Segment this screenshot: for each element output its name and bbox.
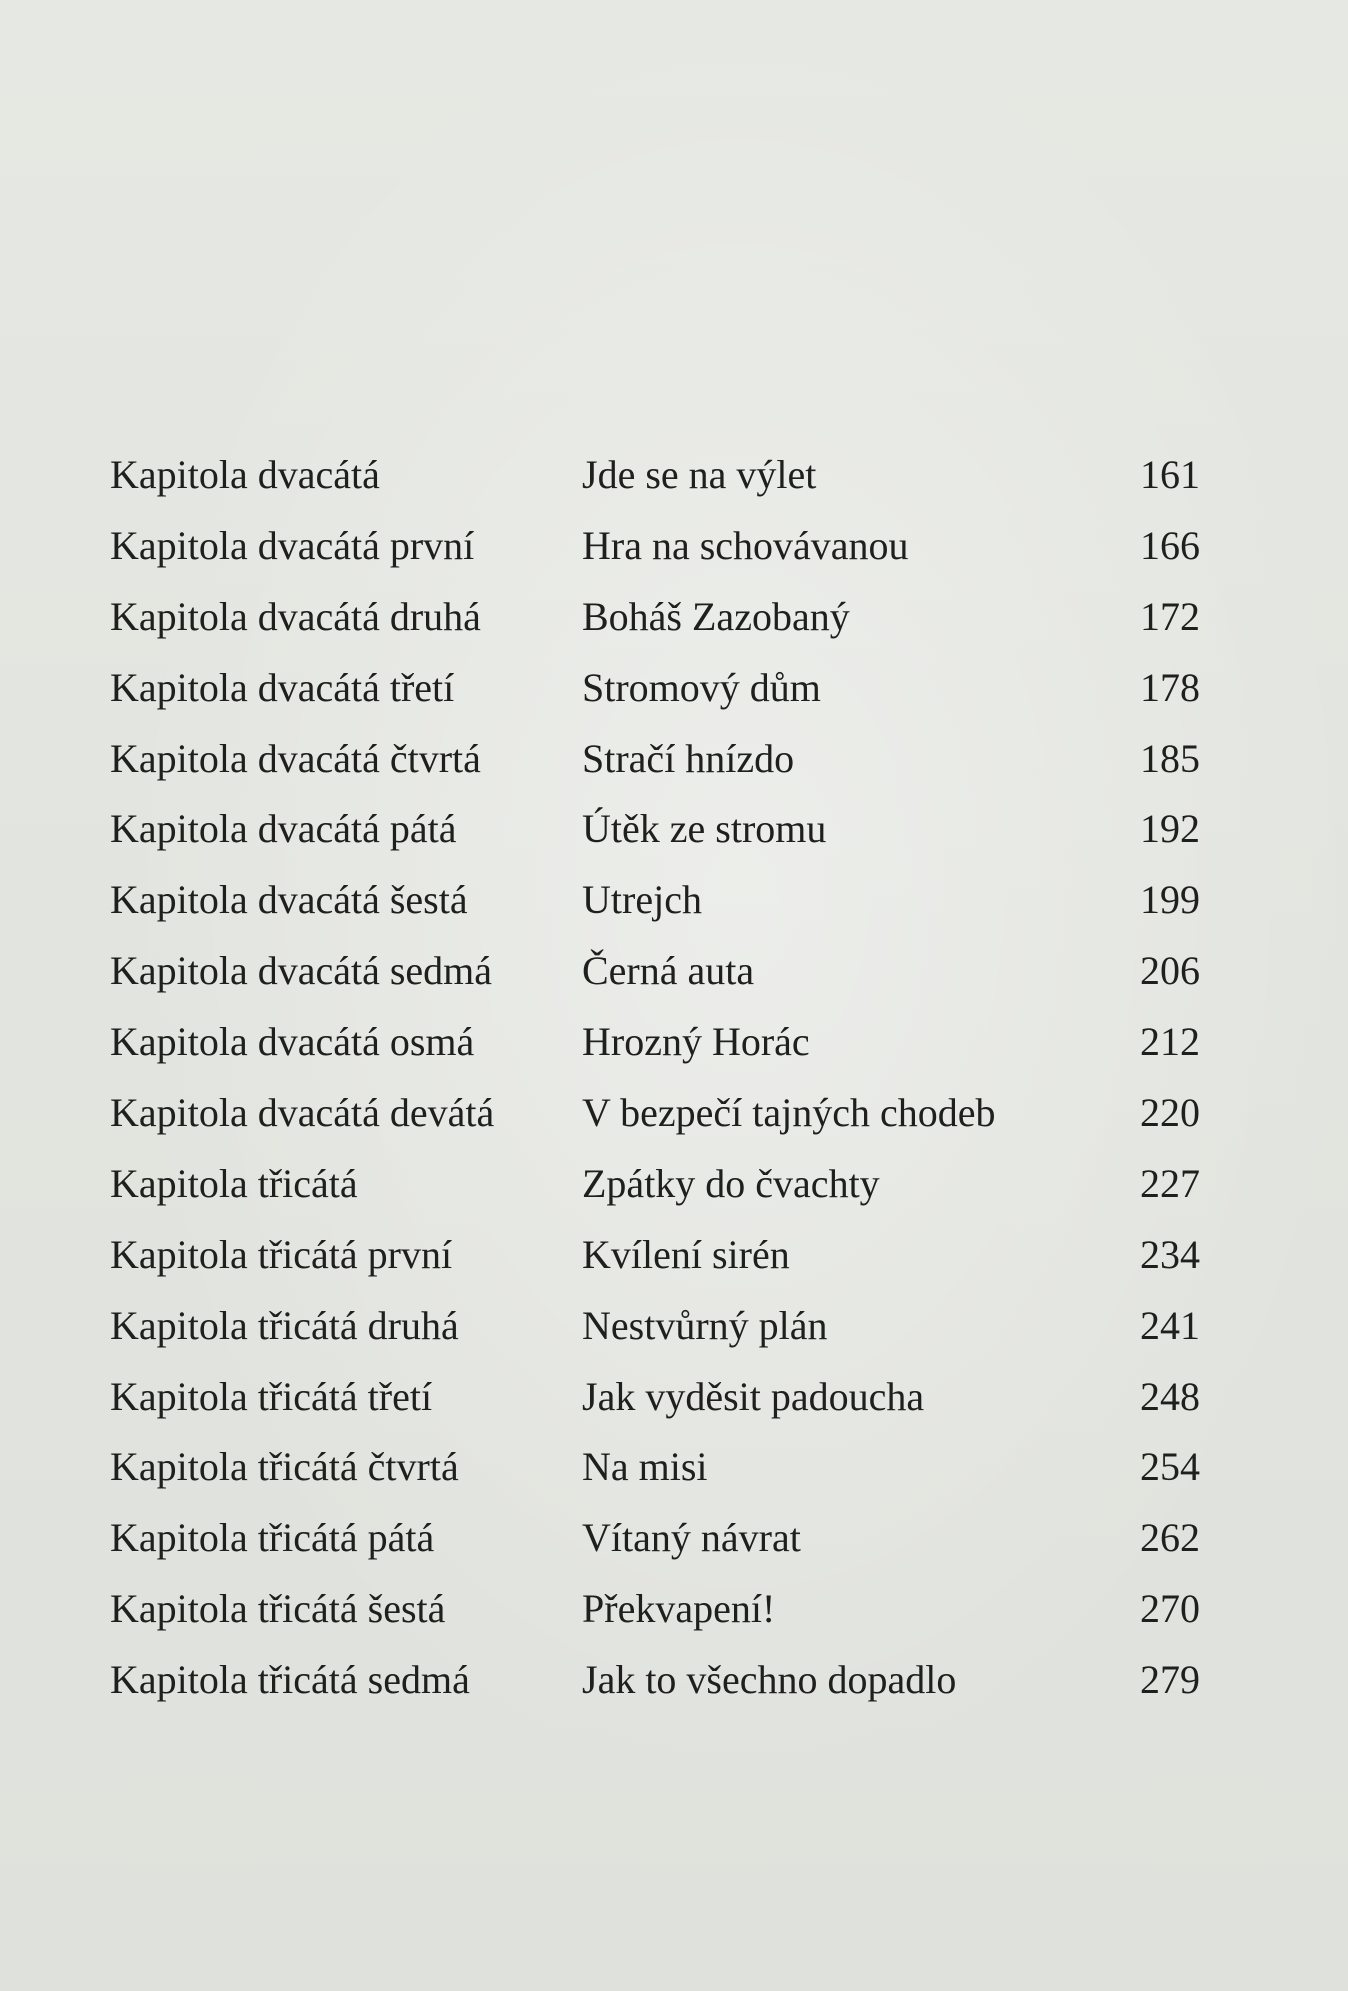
chapter-title: Stračí hnízdo	[582, 735, 795, 781]
toc-entry	[110, 1574, 1200, 1645]
toc-entry	[110, 724, 1200, 795]
page-number: 241	[1140, 1302, 1200, 1348]
chapter-label: Kapitola dvacátá devátá	[110, 1090, 495, 1136]
chapter-title: Na misi	[582, 1444, 708, 1490]
chapter-title: Hra na schovávanou	[582, 522, 909, 568]
chapter-label: Kapitola dvacátá	[110, 452, 380, 497]
chapter-label: Kapitola dvacátá sedmá	[110, 948, 493, 994]
chapter-label: Kapitola třicátá čtvrtá	[110, 1444, 459, 1490]
toc-entry	[110, 1220, 1200, 1291]
chapter-label: Kapitola dvacátá osmá	[110, 1019, 475, 1065]
chapter-label: Kapitola třicátá první	[110, 1231, 453, 1277]
page-number: 166	[1140, 522, 1200, 568]
chapter-title: V bezpečí tajných chodeb	[582, 1090, 996, 1136]
chapter-title: Utrejch	[582, 877, 702, 923]
page-number: 254	[1140, 1444, 1200, 1490]
toc-entry	[110, 1291, 1200, 1362]
page-number: 178	[1140, 664, 1200, 710]
chapter-label: Kapitola dvacátá šestá	[110, 877, 468, 923]
chapter-title: Vítaný návrat	[582, 1515, 801, 1561]
chapter-label: Kapitola třicátá třetí	[110, 1373, 433, 1419]
chapter-title: Hrozný Horác	[582, 1019, 810, 1065]
chapter-title: Zpátky do čvachty	[582, 1160, 880, 1206]
page-number: 220	[1140, 1090, 1200, 1136]
toc-entry	[110, 865, 1200, 936]
chapter-label: Kapitola třicátá pátá	[110, 1515, 435, 1561]
chapter-label: Kapitola dvacátá první	[110, 522, 475, 568]
chapter-title: Jde se na výlet	[582, 452, 817, 497]
page-number: 262	[1140, 1515, 1200, 1561]
toc-entry	[110, 1078, 1200, 1149]
chapter-label: Kapitola třicátá druhá	[110, 1302, 459, 1348]
chapter-label: Kapitola třicátá	[110, 1160, 358, 1206]
chapter-title: Stromový dům	[582, 664, 821, 710]
chapter-title: Jak vyděsit padoucha	[582, 1373, 925, 1419]
page-number: 270	[1140, 1586, 1200, 1632]
toc-entry	[110, 1149, 1200, 1220]
chapter-label: Kapitola třicátá sedmá	[110, 1657, 470, 1703]
toc-entry	[110, 511, 1200, 582]
page-number: 185	[1140, 735, 1200, 781]
toc-entry	[110, 1503, 1200, 1574]
page-number: 192	[1140, 806, 1200, 852]
page-number: 172	[1140, 593, 1200, 639]
toc-entry	[110, 582, 1200, 653]
chapter-title: Nestvůrný plán	[582, 1302, 828, 1348]
page-number: 212	[1140, 1019, 1200, 1065]
chapter-title: Černá auta	[582, 948, 755, 994]
page-number: 199	[1140, 877, 1200, 923]
toc-entry	[110, 440, 1200, 511]
page-number: 161	[1140, 452, 1200, 497]
toc-entry	[110, 1645, 1200, 1716]
chapter-title: Překvapení!	[582, 1586, 776, 1632]
toc-entry	[110, 1432, 1200, 1503]
chapter-label: Kapitola dvacátá druhá	[110, 593, 481, 639]
table-of-contents	[110, 440, 1200, 1716]
chapter-title: Útěk ze stromu	[582, 806, 827, 852]
toc-entry	[110, 1007, 1200, 1078]
toc-entry	[110, 936, 1200, 1007]
chapter-title: Kvílení sirén	[582, 1231, 790, 1277]
page-number: 206	[1140, 948, 1200, 994]
page-number: 248	[1140, 1373, 1200, 1419]
page-number: 227	[1140, 1160, 1200, 1206]
page-number: 234	[1140, 1231, 1200, 1277]
chapter-label: Kapitola dvacátá pátá	[110, 806, 457, 852]
chapter-label: Kapitola dvacátá třetí	[110, 664, 455, 710]
chapter-label: Kapitola dvacátá čtvrtá	[110, 735, 481, 781]
chapter-label: Kapitola třicátá šestá	[110, 1586, 446, 1632]
page-number: 279	[1140, 1657, 1200, 1703]
toc-entry	[110, 653, 1200, 724]
chapter-title: Jak to všechno dopadlo	[582, 1657, 957, 1703]
chapter-title: Boháš Zazobaný	[582, 593, 850, 639]
toc-entry	[110, 794, 1200, 865]
toc-entry	[110, 1362, 1200, 1433]
